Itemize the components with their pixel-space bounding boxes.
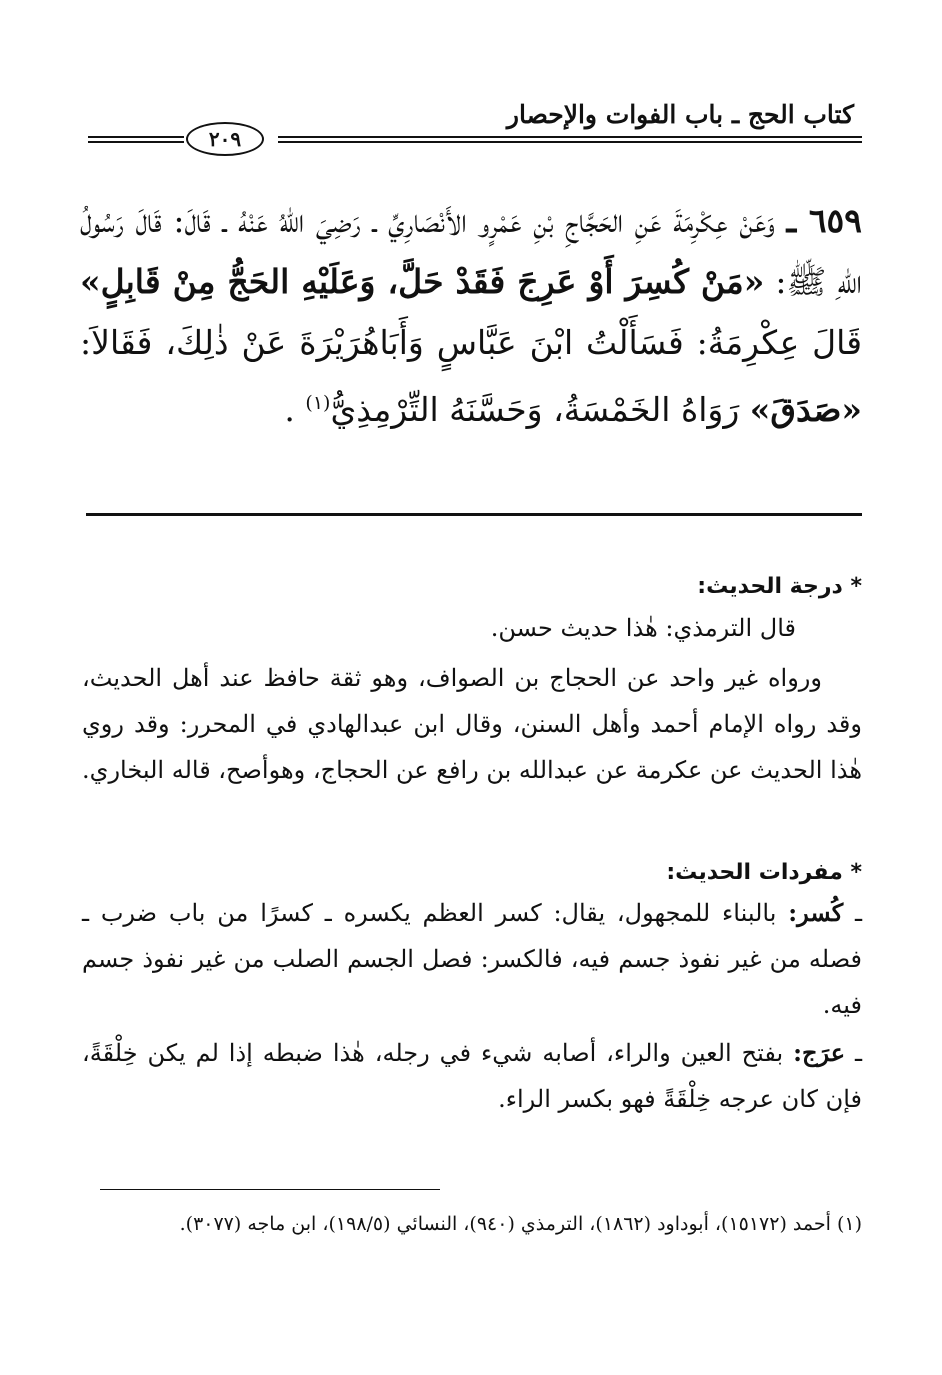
hadith-text (80, 190, 862, 440)
grade-paragraph-text: ورواه غير واحد عن الحجاج بن الصواف، وهو ثقة حافظ عند أهل الحديث، وقد رواه الإمام أحمد وأهل السنن، وقال ابن عبدالهادي في المحرر: وقد روي هٰذا الحديث عن عكرمة عن عبدالله بن رافع عن الحجاج، وهوأصح، قاله البخاري. (82, 664, 862, 784)
grade-heading (82, 562, 862, 610)
hadith-ending: رَوَاهُ الخَمْسَةُ، وَحَسَّنَهُ التِّرْمِذِيُّ (330, 390, 740, 429)
hadith-period: . (284, 390, 295, 429)
vocab-heading-text: * مفردات الحديث: (666, 860, 862, 885)
page-number: ٢٠٩ (186, 122, 264, 156)
vocab-definition: بفتح العين والراء، أصابه شيء في رجله، هٰذا ضبطه إذا لم يكن خِلْقَةً، فإن كان عرجه خِلْقَةً فهو بكسر الراء. (82, 1039, 862, 1113)
hadith-middle: قَالَ عِكْرِمَةُ: فَسَأَلْتُ ابْنَ عَبَّاسٍ وَأَبَاهُرَيْرَةَ عَنْ ذٰلِكَ، فَقَالاَ: (80, 323, 862, 362)
footnote-rule (100, 1189, 440, 1190)
hadith-quote: «مَنْ كُسِرَ أَوْ عَرِجَ فَقَدْ حَلَّ، وَعَلَيْهِ الحَجُّ مِنْ قَابِلٍ» (80, 262, 765, 301)
vocab-heading (82, 848, 862, 896)
grade-line1: قال الترمذي: هٰذا حديث حسن. (490, 614, 796, 642)
vocab-term: كُسر: (788, 898, 844, 927)
footnote: (١) أحمد (١٥١٧٢)، أبوداود (١٨٦٢)، الترمذي (٩٤٠)، النسائي (١٩٨/٥)، ابن ماجه (٣٠٧٧). (179, 1213, 862, 1235)
running-title: كتاب الحج ـ باب الفوات والإحصار (506, 100, 854, 129)
vocab-dash: ـ (854, 899, 862, 927)
header-rule-right (278, 136, 862, 143)
header-rule (88, 127, 862, 151)
vocab-term: عرَج: (793, 1038, 846, 1067)
vocab-item (82, 890, 862, 1028)
hadith-intro: وَعَنْ عِكْرِمَةَ عَنِ الحَجَّاجِ بْنِ عَمْرٍو الأَنْصَارِيِّ ـ رَضِيَ اللهُ عَنْهُ ـ قَالَ: قَالَ رَسُولُ اللهِ ﷺ: (80, 201, 862, 301)
grade-heading-text: * درجة الحديث: (697, 574, 862, 599)
vocab-dash: ـ (854, 1039, 862, 1067)
hadith-number: ٦٥٩ ـ (786, 201, 862, 240)
section-divider (86, 513, 862, 516)
hadith-answer: «صَدَقَ» (749, 390, 862, 429)
grade-paragraph (82, 655, 862, 793)
vocab-definition: بالبناء للمجهول، يقال: كسر العظم يكسره ـ كسرًا من باب ضرب ـ فصله من غير نفوذ جسم فيه، فالكسر: فصل الجسم الصلب من غير نفوذ جسم فيه. (82, 899, 862, 1019)
footnote-ref: (١) (305, 392, 331, 414)
vocab-item (82, 1030, 862, 1122)
header-rule-left (88, 136, 184, 143)
